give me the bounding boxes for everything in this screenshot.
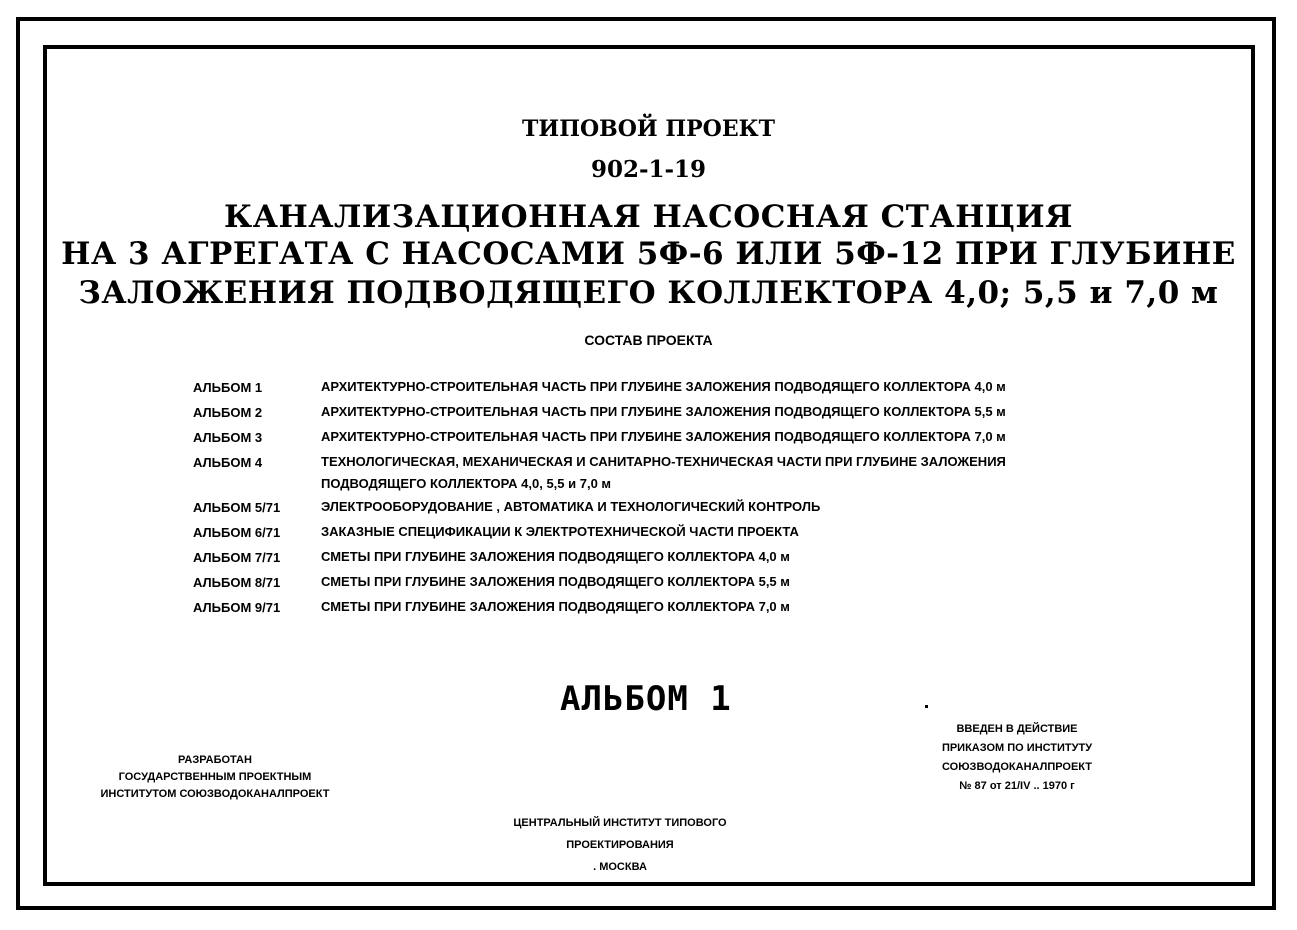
album-description (321, 450, 1153, 495)
title-line-2: НА 3 АГРЕГАТА С НАСОСАМИ 5Ф-6 ИЛИ 5Ф-12 ПРИ ГЛУБИНЕ (61, 236, 1236, 272)
album-row-1 (193, 375, 1153, 400)
album-row-9 (193, 595, 1153, 620)
album-description-line: АРХИТЕКТУРНО-СТРОИТЕЛЬНАЯ ЧАСТЬ ПРИ ГЛУБИНЕ ЗАЛОЖЕНИЯ ПОДВОДЯЩЕГО КОЛЛЕКТОРА 5,5 м (321, 404, 1006, 419)
album-description-line: СМЕТЫ ПРИ ГЛУБИНЕ ЗАЛОЖЕНИЯ ПОДВОДЯЩЕГО КОЛЛЕКТОРА 7,0 м (321, 599, 790, 614)
album-row-6 (193, 520, 1153, 545)
album-code: АЛЬБОМ 7/71 (193, 550, 281, 565)
album-description-line: ЭЛЕКТРООБОРУДОВАНИЕ , АВТОМАТИКА И ТЕХНОЛОГИЧЕСКИЙ КОНТРОЛЬ (321, 499, 821, 514)
developer-line: ГОСУДАРСТВЕННЫМ ПРОЕКТНЫМ (118, 771, 312, 783)
album-code: АЛЬБОМ 5/71 (193, 500, 281, 515)
title-line-3: ЗАЛОЖЕНИЯ ПОДВОДЯЩЕГО КОЛЛЕКТОРА 4,0; 5,5 и 7,0 м (78, 275, 1219, 311)
title-line-1: КАНАЛИЗАЦИОННАЯ НАСОСНАЯ СТАНЦИЯ (224, 199, 1073, 235)
project-number: 902-1-19 (590, 156, 707, 183)
developer-line: РАЗРАБОТАН (178, 754, 252, 766)
album-row-3 (193, 425, 1153, 450)
developer-line: ИНСТИТУТОМ СОЮЗВОДОКАНАЛПРОЕКТ (100, 788, 330, 800)
album-description-line: ТЕХНОЛОГИЧЕСКАЯ, МЕХАНИЧЕСКАЯ И САНИТАРНО-ТЕХНИЧЕСКАЯ ЧАСТИ ПРИ ГЛУБИНЕ ЗАЛОЖЕНИЯ (321, 454, 1006, 469)
album-code: АЛЬБОМ 9/71 (193, 600, 281, 615)
album-row-7 (193, 545, 1153, 570)
album-description (321, 375, 1153, 400)
composition-heading: СОСТАВ ПРОЕКТА (584, 332, 713, 348)
album-code: АЛЬБОМ 8/71 (193, 575, 281, 590)
album-description-line: ЗАКАЗНЫЕ СПЕЦИФИКАЦИИ К ЭЛЕКТРОТЕХНИЧЕСКОЙ ЧАСТИ ПРОЕКТА (321, 524, 799, 539)
introduction-line: ПРИКАЗОМ ПО ИНСТИТУТУ (941, 742, 1093, 754)
developer-block (80, 752, 350, 803)
album-description (321, 570, 1153, 595)
introduction-line: ВВЕДЕН В ДЕЙСТВИЕ (956, 723, 1078, 735)
album-description (321, 425, 1153, 450)
album-description-line: СМЕТЫ ПРИ ГЛУБИНЕ ЗАЛОЖЕНИЯ ПОДВОДЯЩЕГО КОЛЛЕКТОРА 5,5 м (321, 574, 790, 589)
album-description (321, 495, 1153, 520)
album-code: АЛЬБОМ 1 (193, 380, 263, 395)
album-code: АЛЬБОМ 3 (193, 430, 263, 445)
album-description-line: ПОДВОДЯЩЕГО КОЛЛЕКТОРА 4,0, 5,5 и 7,0 м (321, 476, 612, 491)
album-row-4 (193, 450, 1153, 495)
album-row-5 (193, 495, 1153, 520)
album-title: АЛЬБОМ 1 (560, 679, 732, 719)
album-description (321, 520, 1153, 545)
album-list (193, 375, 1153, 620)
album-description-line: АРХИТЕКТУРНО-СТРОИТЕЛЬНАЯ ЧАСТЬ ПРИ ГЛУБИНЕ ЗАЛОЖЕНИЯ ПОДВОДЯЩЕГО КОЛЛЕКТОРА 7,0 м (321, 429, 1006, 444)
project-type: ТИПОВОЙ ПРОЕКТ (522, 116, 775, 142)
mark-dot (925, 705, 928, 708)
album-description (321, 595, 1153, 620)
album-code: АЛЬБОМ 4 (193, 455, 263, 470)
central-institute-line: ЦЕНТРАЛЬНЫЙ ИНСТИТУТ ТИПОВОГО ПРОЕКТИРОВАНИЯ (513, 817, 727, 851)
album-code: АЛЬБОМ 2 (193, 405, 263, 420)
album-row-8 (193, 570, 1153, 595)
album-description-line: СМЕТЫ ПРИ ГЛУБИНЕ ЗАЛОЖЕНИЯ ПОДВОДЯЩЕГО КОЛЛЕКТОРА 4,0 м (321, 549, 790, 564)
album-description (321, 400, 1153, 425)
album-code: АЛЬБОМ 6/71 (193, 525, 281, 540)
album-row-2 (193, 400, 1153, 425)
album-description-line: АРХИТЕКТУРНО-СТРОИТЕЛЬНАЯ ЧАСТЬ ПРИ ГЛУБИНЕ ЗАЛОЖЕНИЯ ПОДВОДЯЩЕГО КОЛЛЕКТОРА 4,0 м (321, 379, 1006, 394)
introduction-block (912, 720, 1122, 796)
central-institute-block (460, 812, 780, 878)
introduction-line: № 87 от 21/IV .. 1970 г (959, 780, 1075, 792)
album-description (321, 545, 1153, 570)
central-institute-city: . МОСКВА (593, 861, 647, 873)
introduction-line: СОЮЗВОДОКАНАЛПРОЕКТ (941, 761, 1093, 773)
